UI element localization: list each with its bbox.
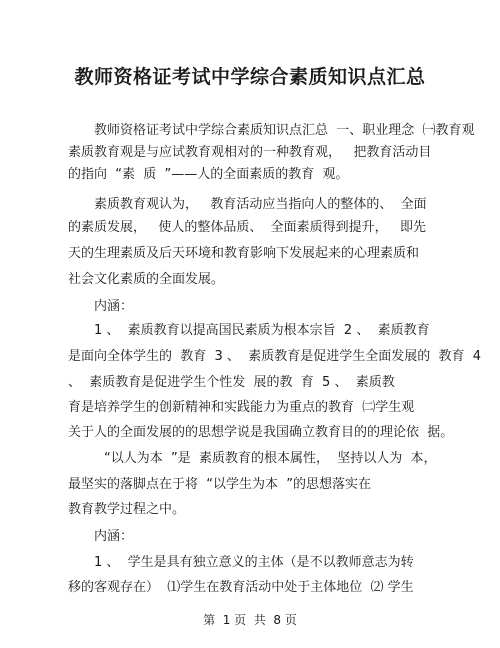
text-line: 社会文化素质的全面发展。 bbox=[68, 272, 225, 287]
text-line: 是面向全体学生的 教育 3 、 素质教育是促进学生全面发展的 教育 4 bbox=[68, 349, 481, 364]
text-line: 内涵： bbox=[94, 299, 134, 314]
text-line: 最坚实的落脚点在于将 “以学生为本 ”的思想落实在 bbox=[68, 477, 371, 492]
text-line: 移的客观存在） ⑴学生在教育活动中处于主体地位 ⑵ 学生 bbox=[68, 580, 414, 595]
text-line: 1 、 学生是具有独立意义的主体（是不以教师意志为转 bbox=[94, 555, 414, 570]
text-line: 内涵： bbox=[94, 529, 134, 544]
text-line: 、 素质教育是促进学生个性发 展的教 育 5 、 素质教 bbox=[68, 375, 395, 390]
text-line: 的素质发展， 使人的整体品质、 全面素质得到提升， 即先 bbox=[68, 220, 427, 235]
text-line: 关于人的全面发展的的思想学说是我国确立教育目的的理论依 据。 bbox=[68, 425, 454, 440]
text-line: 素质教育观认为， 教育活动应当指向人的整体的、 全面 bbox=[94, 197, 427, 212]
page-footer: 第 1 页 共 8 页 bbox=[203, 613, 297, 627]
text-line: 教师资格证考试中学综合素质知识点汇总 一、职业理念 ㈠教育观 bbox=[94, 123, 475, 138]
document-title: 教师资格证考试中学综合素质知识点汇总 bbox=[74, 66, 426, 88]
text-line: 素质教育观是与应试教育观相对的一种教育观， 把教育活动目 bbox=[68, 145, 432, 160]
text-line: 的指向 “素 质 ”——人的全面素质的教育 观。 bbox=[68, 167, 349, 182]
text-line: 1 、 素质教育以提高国民素质为根本宗旨 2 、 素质教育 bbox=[94, 323, 430, 338]
text-line: 育是培养学生的创新精神和实践能力为重点的教育 ㈡学生观 bbox=[68, 400, 415, 415]
text-line: “以人为本 ”是 素质教育的根本属性， 坚持以人为 本， bbox=[104, 451, 437, 466]
text-line: 教育教学过程之中。 bbox=[68, 502, 186, 517]
text-line: 天的生理素质及后天环境和教育影响下发展起来的心理素质和 bbox=[68, 246, 420, 261]
